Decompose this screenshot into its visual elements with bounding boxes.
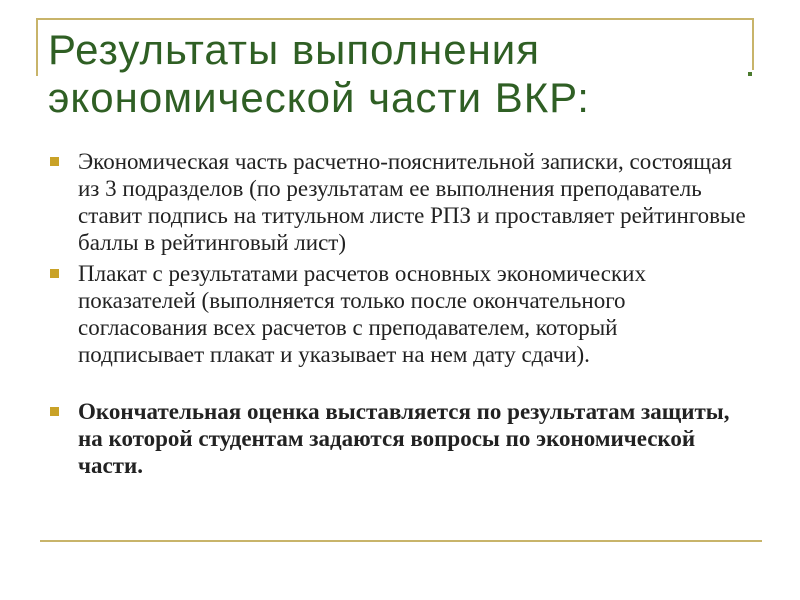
slide-title-line-2: экономической части ВКР: [48,74,590,121]
bullet-text: Окончательная оценка выставляется по результатам защиты, на которой студентам задаются вопросы по экономической части. [78,399,730,478]
bullet-text: Плакат с результатами расчетов основных экономических показателей (выполняется только после окончательного согласования всех расчетов с преподавателем, который подписывает плакат и указывает на нем дату сдачи). [78,261,646,367]
bullet-item-explanatory-note [48,148,748,256]
slide-title [48,26,748,122]
bottom-rule [40,540,762,542]
bullet-item-final-grade [48,398,748,479]
bullet-text: Экономическая часть расчетно-пояснительной записки, состоящая из 3 подразделов (по результатам ее выполнения преподаватель ставит подпись на титульном листе РПЗ и проставляет рейтинговые баллы в рейтинговый лист) [78,149,746,255]
title-frame-left-rule [36,18,38,76]
slide-title-line-1: Результаты выполнения [48,26,541,73]
square-bullet-icon [50,269,59,278]
square-bullet-icon [50,407,59,416]
title-frame-right-rule [752,18,754,70]
bullet-item-poster [48,260,748,368]
title-accent-dot [748,72,752,76]
bullet-list [48,148,748,479]
title-frame-top-rule [36,18,754,20]
square-bullet-icon [50,157,59,166]
